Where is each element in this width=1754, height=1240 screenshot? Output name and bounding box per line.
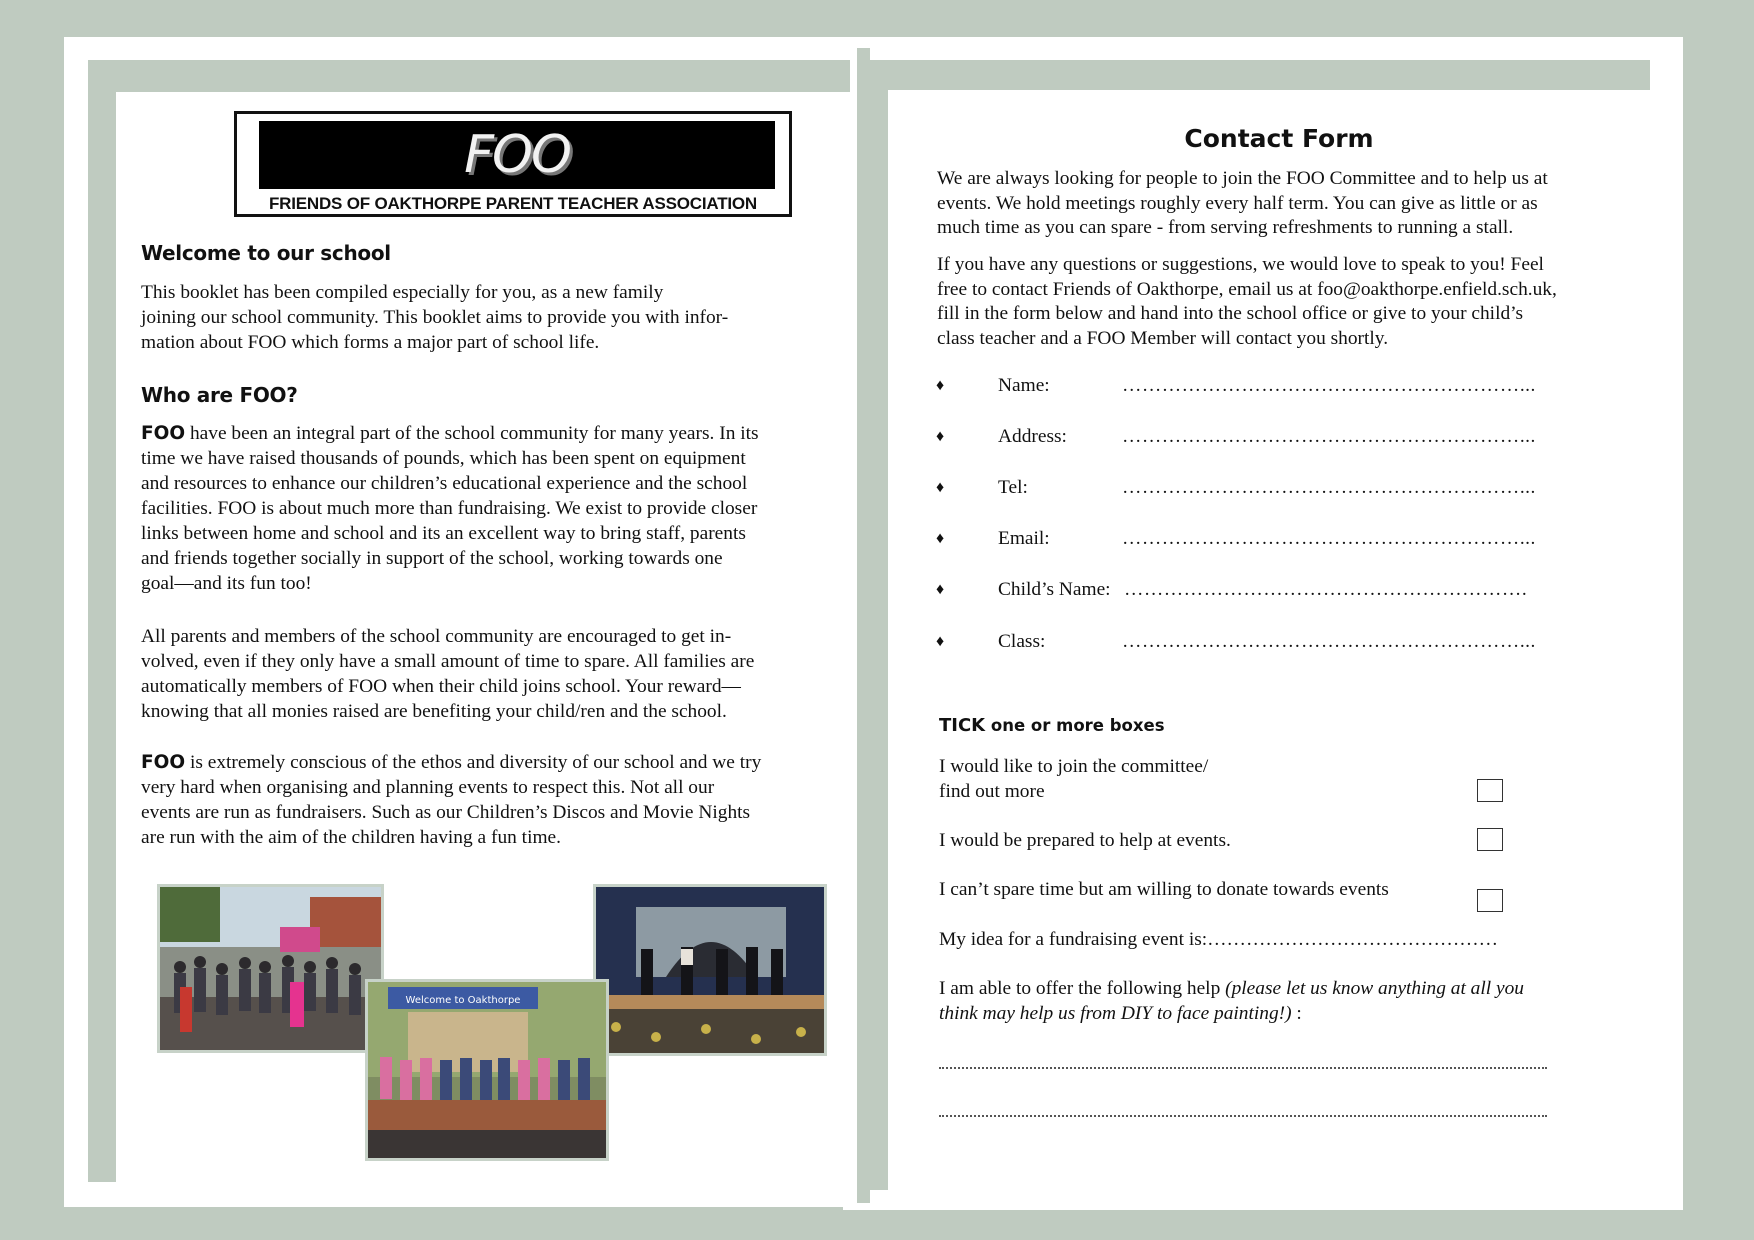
tick-heading-rest: one or more boxes bbox=[985, 716, 1165, 735]
foo-logo bbox=[234, 111, 792, 217]
field-label: Tel: bbox=[998, 477, 1028, 498]
who-line bbox=[141, 750, 846, 775]
offer-help-line bbox=[939, 977, 1639, 1002]
field-name[interactable] bbox=[936, 375, 1556, 403]
field-class[interactable] bbox=[936, 631, 1556, 659]
photo-welcome-performance bbox=[365, 979, 609, 1161]
who-line: goal—and its fun too! bbox=[141, 573, 312, 594]
offer-help-text bbox=[939, 977, 1639, 1026]
fundraising-idea-field[interactable]: My idea for a fundraising event is:……………………………………… bbox=[939, 929, 1499, 950]
center-gutter bbox=[857, 48, 870, 1203]
tick-heading bbox=[939, 715, 1165, 736]
email-input-line[interactable]: ……………………………………………………... bbox=[1122, 528, 1536, 549]
photo-banner-text: Welcome to Oakthorpe bbox=[405, 995, 521, 1006]
contact-form-title: Contact Form bbox=[1184, 124, 1374, 153]
logo-subtitle: FRIENDS OF OAKTHORPE PARENT TEACHER ASSOCIATION bbox=[268, 194, 758, 213]
intro-line: free to contact Friends of Oakthorpe, email us at foo@oakthorpe.enfield.sch.uk, bbox=[937, 278, 1557, 300]
who-paragraph-2 bbox=[141, 624, 846, 724]
offer-help-italic: think may help us from DIY to face painting!) bbox=[939, 1002, 1292, 1024]
diamond-bullet-icon: ♦ bbox=[936, 581, 945, 598]
tick-option-committee bbox=[939, 755, 1208, 804]
right-band-top bbox=[870, 60, 1650, 90]
diamond-bullet-icon: ♦ bbox=[936, 428, 945, 445]
who-line: events are run as fundraisers. Such as our Children’s Discos and Movie Nights bbox=[141, 802, 751, 823]
who-line bbox=[141, 421, 846, 446]
class-input-line[interactable]: ……………………………………………………... bbox=[1122, 631, 1536, 652]
offer-help-colon: : bbox=[1291, 1002, 1302, 1024]
help-answer-line-2[interactable] bbox=[939, 1115, 1547, 1117]
field-address[interactable] bbox=[936, 426, 1556, 454]
who-heading: Who are FOO? bbox=[141, 383, 298, 407]
who-line-text: is extremely conscious of the ethos and diversity of our school and we try bbox=[185, 752, 762, 773]
field-tel[interactable] bbox=[936, 477, 1556, 505]
intro-line: class teacher and a FOO Member will contact you shortly. bbox=[937, 327, 1389, 349]
right-band-side bbox=[870, 60, 888, 1190]
who-line: time we have raised thousands of pounds, which has been spent on equipment bbox=[141, 448, 746, 469]
diamond-bullet-icon: ♦ bbox=[936, 377, 945, 394]
intro-paragraph-1 bbox=[937, 167, 1662, 241]
help-events-checkbox[interactable] bbox=[1477, 828, 1503, 851]
field-label: Email: bbox=[998, 528, 1050, 549]
intro-line: fill in the form below and hand into the school office or give to your child’s bbox=[937, 303, 1524, 324]
who-paragraph-1 bbox=[141, 421, 846, 596]
offer-help-italic: (please let us know anything at all you bbox=[1225, 978, 1524, 999]
who-line: knowing that all monies raised are benefiting your child/ren and the school. bbox=[141, 701, 727, 722]
field-label: Address: bbox=[998, 426, 1067, 447]
crowd-image bbox=[160, 887, 381, 1050]
address-input-line[interactable]: ……………………………………………………... bbox=[1122, 426, 1536, 447]
who-line: and friends together socially in support of the school, working towards one bbox=[141, 548, 723, 569]
who-line: are run with the aim of the children having a fun time. bbox=[141, 827, 561, 848]
offer-help-lead: I am able to offer the following help bbox=[939, 978, 1226, 999]
left-band-top bbox=[88, 60, 850, 92]
welcome-line: joining our school community. This booklet aims to provide you with infor- bbox=[141, 307, 729, 328]
name-input-line[interactable]: ……………………………………………………... bbox=[1122, 375, 1536, 396]
field-email[interactable] bbox=[936, 528, 1556, 556]
committee-checkbox[interactable] bbox=[1477, 779, 1503, 802]
photo-stage-performers bbox=[593, 884, 827, 1056]
who-line: very hard when organising and planning events to respect this. Not all our bbox=[141, 777, 715, 798]
field-label: Class: bbox=[998, 631, 1046, 652]
diamond-bullet-icon: ♦ bbox=[936, 530, 945, 547]
who-line: and resources to enhance our children’s educational experience and the school bbox=[141, 473, 748, 494]
diamond-bullet-icon: ♦ bbox=[936, 633, 945, 650]
logo-title: FOO bbox=[464, 125, 570, 185]
foo-bold: FOO bbox=[141, 752, 186, 773]
photo-playground-crowd bbox=[157, 884, 384, 1053]
tick-line: find out more bbox=[939, 780, 1045, 802]
donate-checkbox[interactable] bbox=[1477, 889, 1503, 912]
field-childs-name[interactable] bbox=[936, 579, 1556, 607]
tick-heading-bold: TICK bbox=[939, 715, 986, 736]
who-line: All parents and members of the school community are encouraged to get in- bbox=[141, 626, 732, 647]
who-line-text: have been an integral part of the school community for many years. In its bbox=[185, 423, 759, 444]
diamond-bullet-icon: ♦ bbox=[936, 479, 945, 496]
childs-name-input-line[interactable]: ……………………………………………………. bbox=[1124, 579, 1528, 600]
help-answer-line-1[interactable] bbox=[939, 1067, 1547, 1069]
who-line: volved, even if they only have a small amount of time to spare. All families are bbox=[141, 651, 755, 672]
welcome-line: mation about FOO which forms a major part of school life. bbox=[141, 332, 600, 353]
intro-line: events. We hold meetings roughly every half term. You can give as little or as bbox=[937, 192, 1538, 214]
intro-line: much time as you can spare - from serving refreshments to running a stall. bbox=[937, 217, 1514, 238]
welcome-heading: Welcome to our school bbox=[141, 241, 391, 265]
tick-option-help-events: I would be prepared to help at events. bbox=[939, 830, 1231, 851]
left-band-side bbox=[88, 60, 116, 1182]
tel-input-line[interactable]: ……………………………………………………... bbox=[1122, 477, 1536, 498]
who-line: links between home and school and its an excellent way to bring staff, parents bbox=[141, 523, 746, 544]
welcome-paragraph bbox=[141, 280, 841, 355]
welcome-image bbox=[368, 982, 606, 1158]
who-line: facilities. FOO is about much more than fundraising. We exist to provide closer bbox=[141, 498, 758, 519]
stage-image bbox=[596, 887, 824, 1053]
who-line: automatically members of FOO when their child joins school. Your reward— bbox=[141, 676, 741, 697]
tick-line: I would like to join the committee/ bbox=[939, 756, 1209, 777]
logo-bar bbox=[259, 121, 775, 189]
intro-paragraph-2 bbox=[937, 253, 1662, 351]
intro-line: If you have any questions or suggestions, we would love to speak to you! Feel bbox=[937, 254, 1544, 275]
welcome-line: This booklet has been compiled especially for you, as a new family bbox=[141, 282, 664, 303]
intro-line: We are always looking for people to join the FOO Committee and to help us at bbox=[937, 168, 1548, 189]
field-label: Name: bbox=[998, 375, 1050, 396]
offer-help-line bbox=[939, 1002, 1639, 1027]
field-label: Child’s Name: bbox=[998, 579, 1111, 600]
foo-bold: FOO bbox=[141, 423, 186, 444]
tick-option-donate: I can’t spare time but am willing to donate towards events bbox=[939, 879, 1389, 900]
who-paragraph-3 bbox=[141, 750, 846, 850]
